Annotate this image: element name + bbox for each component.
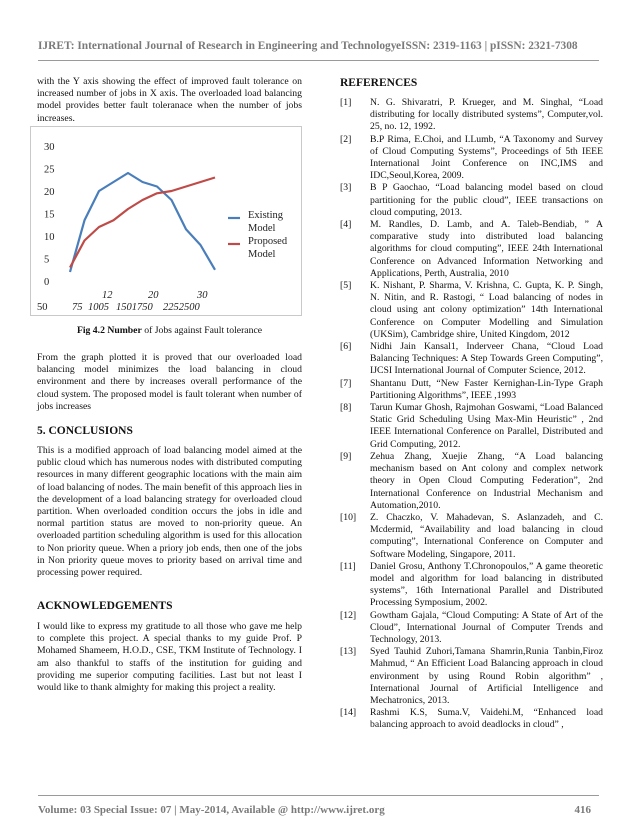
reference-text: Shantanu Dutt, “New Faster Kernighan-Lin-Type Graph Partitioning Algorithms”, IEEE ,1993 <box>370 377 603 401</box>
y-tick-label: 25 <box>44 164 55 176</box>
references-heading: REFERENCES <box>340 77 418 89</box>
reference-text: Syed Tauhid Zuhori,Tamana Shamrin,Runia Tanbin,Firoz Mahmud, “ An Efficient Load Balancing approach in cloud environment by using Round Robin algorithm” , International Journal of Artificial Intelligence and Mechatronics, 2013. <box>370 646 603 706</box>
reference-text: Tarun Kumar Ghosh, Rajmohan Goswami, “Load Balanced Static Grid Scheduling Using Max-Min Heuristic” , 2nd IEEE International Conference on Parallel, Distributed and Grid Computing, 2012. <box>370 402 603 450</box>
intro-text: with the Y axis showing the effect of improved fault tolerance on increased number of jobs in X axis. The overloaded load balancing model provides better fault toleranace when the number of jobs increases. <box>37 76 302 124</box>
reference-number: [3] <box>340 182 352 194</box>
reference-number: [5] <box>340 280 352 292</box>
acknowledgements-heading: ACKNOWLEDGEMENTS <box>37 600 173 612</box>
y-tick-label: 0 <box>44 277 50 288</box>
caption-rest: of Jobs against Fault tolerance <box>141 325 263 336</box>
x-tick-label: 20 <box>148 290 159 301</box>
reference-text: Gowtham Gajala, “Cloud Computing: A State of Art of the Cloud”, International Journal of Computer Trends and Technology, 2013. <box>370 609 603 645</box>
reference-item <box>340 280 603 341</box>
header-rule <box>38 60 599 61</box>
acknowledgements-text: I would like to express my gratitude to all those who gave me help to complete this project. A special thanks to my guide Prof. P Mohamed Shameem, H.O.D., CSE, TKM Institute of Technology. I am also thankful to staffs of the institution for guiding and providing me superior computing facilities. Last but not least I would like to thank almighty for making this project a reality. <box>37 621 302 694</box>
conclusions-text: This is a modified approach of load balancing model aimed at the public cloud which has numerous nodes with distributed computing resources in many different geographic locations with the main aim of load balancing of nodes. The main benefit of this approach lies in the development of a load balancing strategy for overloaded cloud partition. When overloaded condition occurs the jobs in idle and normal partition status are moved to non-priority queue. An overloaded partition scheduling algorithm is used for this allocation to Non priority queue. When a priory job ends, then one of the jobs in Non priority queue moves to priority based on arrival time and processing power required. <box>37 445 302 579</box>
caption-bold: Fig 4.2 Number <box>76 325 142 336</box>
reference-text: Nidhi Jain Kansal1, Inderveer Chana, “Cloud Load Balancing Techniques: A Step Towards Green Computing”, IJCSI International Journal of Computer Science, 2012. <box>370 341 603 377</box>
reference-text: Daniel Grosu, Anthony T.Chronopoulos,” A game theoretic model and algorithm for load balancing in distributed systems”, 16th International Parallel and Distributed Processing Symposium, 2002. <box>370 560 603 609</box>
reference-text: Rashmi K.S, Suma.V, Vaidehi.M, “Enhanced load balancing approach to avoid deadlocks in cloud” , <box>370 707 603 731</box>
reference-item <box>340 646 603 707</box>
conclusions-heading: 5. CONCLUSIONS <box>37 425 133 437</box>
reference-number: [10] <box>340 511 357 523</box>
series-line-2 <box>70 178 215 268</box>
issn: eISSN: 2319-1163 | pISSN: 2321-7308 <box>396 40 578 52</box>
y-tick-label: 30 <box>44 142 55 153</box>
journal-link[interactable]: http://www.ijret.org <box>290 804 385 816</box>
fault-tolerance-chart <box>30 126 302 316</box>
page-number: 416 <box>574 804 591 816</box>
footer-volume: Volume: 03 Special Issue: 07 | May-2014, Available @ <box>38 804 291 816</box>
reference-text: M. Randles, D. Lamb, and A. Taleb-Bendiab, ” A comparative study into distributed load balancing algorithms for cloud computing”, IEEE 24th International Conference on Advanced Information Networking and Applications, Perth, Australia, 2010 <box>370 219 603 279</box>
y-tick-label: 5 <box>44 254 50 266</box>
chart-frame <box>31 127 302 316</box>
x-tick-label: 75 <box>72 302 83 313</box>
reference-number: [9] <box>340 450 352 462</box>
reference-item <box>340 561 603 610</box>
legend-label: Model <box>248 249 276 260</box>
reference-item <box>340 707 603 731</box>
reference-item <box>340 512 603 561</box>
legend-label: Existing <box>248 210 284 221</box>
reference-item <box>340 134 603 183</box>
reference-text: N. G. Shivaratri, P. Krueger, and M. Singhal, “Load distributing for locally distributed systems”, Computer,vol. 25, no. 12, 1992. <box>370 97 603 133</box>
reference-item <box>340 97 603 134</box>
x-tick-label: 30 <box>197 290 208 301</box>
legend-label: Proposed <box>248 236 288 247</box>
reference-number: [14] <box>340 707 357 719</box>
reference-number: [7] <box>340 377 352 389</box>
y-tick-label: 10 <box>44 232 55 243</box>
reference-text: B.P Rima, E.Choi, and I.Lumb, “A Taxonomy and Survey of Cloud Computing Systems”, Proceedings of 5th IEEE International Joint Conference on INC,IMS and IDC,Seoul,Korea, 2009. <box>370 133 603 182</box>
y-tick-label: 20 <box>44 187 55 198</box>
reference-number: [13] <box>340 646 357 658</box>
results-paragraph <box>37 352 302 413</box>
series-line-1 <box>70 173 215 272</box>
figure-caption <box>37 325 302 336</box>
reference-text: Zehua Zhang, Xuejie Zhang, “A Load balancing mechanism based on Ant colony and complex network theory in Open Cloud Computing Federation”, 2nd International Conference on Industrial Mechanism and Automation,2010. <box>370 450 603 511</box>
x-tick-label: 1501750 <box>116 302 153 313</box>
reference-number: [2] <box>340 133 352 145</box>
reference-number: [1] <box>340 97 352 108</box>
reference-number: [8] <box>340 402 352 414</box>
reference-item <box>340 402 603 451</box>
reference-number: [12] <box>340 609 357 621</box>
legend-label: Model <box>248 223 276 234</box>
conclusions-paragraph <box>37 445 302 579</box>
footer-rule <box>38 795 599 796</box>
reference-item <box>340 219 603 280</box>
reference-text: B P Gaochao, “Load balancing model based on cloud partitioning for the public cloud”, IEEE transactions on cloud computing, 2013. <box>370 182 603 218</box>
x-tick-label: 1005 <box>88 302 109 313</box>
reference-item <box>340 378 603 402</box>
x-tick-label: 50 <box>37 302 48 313</box>
references-list <box>340 97 603 732</box>
journal-title: IJRET: International Journal of Research in Engineering and Technology <box>38 40 397 52</box>
reference-item <box>340 451 603 512</box>
intro-paragraph <box>37 76 302 125</box>
reference-text: Z. Chaczko, V. Mahadevan, S. Aslanzadeh, and C. Mcdermid, “Availability and load balancing in cloud computing”, International Conference on Computer and Software Modeling, Singapore, 2011. <box>370 511 603 560</box>
x-tick-label: 12 <box>102 290 113 301</box>
page-footer <box>38 804 603 816</box>
reference-number: [11] <box>340 560 356 572</box>
reference-item <box>340 182 603 219</box>
reference-item <box>340 610 603 647</box>
reference-text: K. Nishant, P. Sharma, V. Krishna, C. Gupta, K. P. Singh, N. Nitin, and R. Rastogi, “ Load balancing of nodes in cloud using ant colony optimization” 14th International Conference on Computer Modelling and Simulation (UKSim), Cambridge shire, United Kingdom, 2012 <box>370 280 603 340</box>
y-tick-label: 15 <box>44 209 55 221</box>
x-tick-label: 2252500 <box>163 302 200 313</box>
acknowledgements-paragraph <box>37 621 302 694</box>
reference-item <box>340 341 603 378</box>
results-text: From the graph plotted it is proved that our overloaded load balancing model minimizes the load balancing in cloud environment and there by increases overall performance of the cloud system. The proposed model is fault tolerant when number of jobs increases <box>37 352 302 412</box>
reference-number: [4] <box>340 219 352 231</box>
reference-number: [6] <box>340 341 352 353</box>
